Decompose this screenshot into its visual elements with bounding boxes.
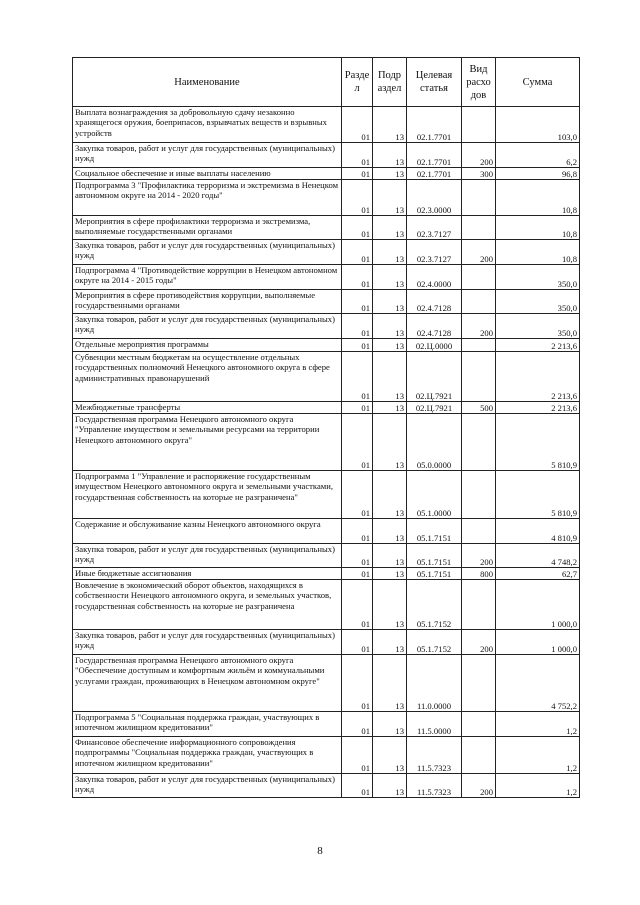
header-name: Наименование [73, 58, 342, 107]
cell-name: Вовлечение в экономический оборот объектов, находящихся в собственности Ненецкого автономного округа, и земельных участков, государственная собственность на которые не разграничена [73, 580, 342, 630]
cell-target: 02.3.7127 [407, 240, 462, 265]
cell-sum: 2 213,6 [496, 352, 580, 402]
cell-section: 01 [342, 352, 373, 402]
table-row [73, 290, 580, 314]
cell-expense-type: 200 [462, 314, 496, 339]
cell-sum: 62,7 [496, 568, 580, 580]
cell-expense-type [462, 655, 496, 712]
cell-sum: 1 000,0 [496, 580, 580, 630]
table-row [73, 168, 580, 180]
header-target: Целевая статья [407, 58, 462, 107]
table-row [73, 314, 580, 339]
cell-subsection: 13 [373, 712, 407, 737]
cell-sum: 350,0 [496, 314, 580, 339]
table-row [73, 143, 580, 168]
table-row [73, 712, 580, 737]
cell-expense-type: 300 [462, 168, 496, 180]
cell-expense-type [462, 519, 496, 544]
cell-target: 05.1.0000 [407, 471, 462, 519]
cell-sum: 4 752,2 [496, 655, 580, 712]
cell-sum: 103,0 [496, 107, 580, 143]
cell-expense-type: 500 [462, 402, 496, 414]
cell-subsection: 13 [373, 544, 407, 568]
cell-target: 11.5.7323 [407, 737, 462, 774]
cell-sum: 4 810,9 [496, 519, 580, 544]
cell-subsection: 13 [373, 290, 407, 314]
table-row [73, 180, 580, 216]
cell-target: 02.Ц.7921 [407, 352, 462, 402]
cell-sum: 2 213,6 [496, 402, 580, 414]
cell-subsection: 13 [373, 240, 407, 265]
cell-name: Субвенции местным бюджетам на осуществление отдельных государственных полномочий Ненецкого автономного округа в сфере административных правонарушений [73, 352, 342, 402]
cell-name: Государственная программа Ненецкого автономного округа "Обеспечение доступным и комфортным жильём и коммунальными услугами граждан, проживающих в Ненецком автономном округе" [73, 655, 342, 712]
cell-expense-type [462, 216, 496, 240]
cell-section: 01 [342, 568, 373, 580]
cell-expense-type [462, 265, 496, 290]
cell-section: 01 [342, 580, 373, 630]
cell-subsection: 13 [373, 519, 407, 544]
cell-sum: 5 810,9 [496, 471, 580, 519]
table-header-row [73, 58, 580, 107]
cell-target: 02.Ц.7921 [407, 402, 462, 414]
cell-expense-type: 200 [462, 240, 496, 265]
cell-name: Финансовое обеспечение информационного сопровождения подпрограммы "Социальная поддержка граждан, участвующих в ипотечном жилищном кредитовании" [73, 737, 342, 774]
table-row [73, 265, 580, 290]
cell-name: Закупка товаров, работ и услуг для государственных (муниципальных) нужд [73, 143, 342, 168]
table-row [73, 774, 580, 798]
table-body [73, 107, 580, 798]
cell-name: Мероприятия в сфере противодействия коррупции, выполняемые государственными органами [73, 290, 342, 314]
cell-subsection: 13 [373, 580, 407, 630]
cell-target: 02.3.7127 [407, 216, 462, 240]
cell-target: 05.1.7151 [407, 568, 462, 580]
cell-sum: 350,0 [496, 265, 580, 290]
cell-name: Мероприятия в сфере профилактики терроризма и экстремизма, выполняемые государственными органами [73, 216, 342, 240]
cell-sum: 1,2 [496, 712, 580, 737]
cell-section: 01 [342, 339, 373, 352]
cell-subsection: 13 [373, 180, 407, 216]
cell-expense-type: 200 [462, 774, 496, 798]
table-row [73, 568, 580, 580]
cell-section: 01 [342, 216, 373, 240]
cell-expense-type [462, 107, 496, 143]
cell-name: Социальное обеспечение и иные выплаты населению [73, 168, 342, 180]
cell-expense-type [462, 180, 496, 216]
cell-name: Выплата вознаграждения за добровольную сдачу незаконно хранящегося оружия, боеприпасов, взрывчатых веществ и взрывных устройств [73, 107, 342, 143]
cell-section: 01 [342, 143, 373, 168]
cell-section: 01 [342, 471, 373, 519]
cell-target: 02.1.7701 [407, 143, 462, 168]
cell-expense-type: 800 [462, 568, 496, 580]
cell-name: Подпрограмма 3 "Профилактика терроризма и экстремизма в Ненецком автономном округе на 2014 - 2020 годы" [73, 180, 342, 216]
cell-target: 05.1.7151 [407, 544, 462, 568]
cell-target: 02.4.0000 [407, 265, 462, 290]
header-expense-type: Вид расхо дов [462, 58, 496, 107]
cell-name: Отдельные мероприятия программы [73, 339, 342, 352]
table-row [73, 630, 580, 655]
cell-name: Закупка товаров, работ и услуг для государственных (муниципальных) нужд [73, 240, 342, 265]
cell-sum: 6,2 [496, 143, 580, 168]
cell-subsection: 13 [373, 737, 407, 774]
cell-sum: 4 748,2 [496, 544, 580, 568]
table-row [73, 519, 580, 544]
cell-expense-type: 200 [462, 630, 496, 655]
cell-subsection: 13 [373, 265, 407, 290]
cell-sum: 1,2 [496, 737, 580, 774]
cell-target: 02.1.7701 [407, 107, 462, 143]
table-row [73, 580, 580, 630]
cell-expense-type [462, 712, 496, 737]
cell-section: 01 [342, 737, 373, 774]
cell-sum: 350,0 [496, 290, 580, 314]
cell-subsection: 13 [373, 630, 407, 655]
cell-subsection: 13 [373, 774, 407, 798]
cell-expense-type [462, 471, 496, 519]
cell-subsection: 13 [373, 168, 407, 180]
cell-section: 01 [342, 630, 373, 655]
cell-target: 02.4.7128 [407, 290, 462, 314]
cell-target: 02.Ц.0000 [407, 339, 462, 352]
cell-expense-type: 200 [462, 544, 496, 568]
cell-sum: 1,2 [496, 774, 580, 798]
table-row [73, 737, 580, 774]
cell-subsection: 13 [373, 314, 407, 339]
cell-subsection: 13 [373, 655, 407, 712]
cell-section: 01 [342, 414, 373, 471]
page-number: 8 [317, 845, 323, 857]
cell-subsection: 13 [373, 216, 407, 240]
table-row [73, 471, 580, 519]
cell-section: 01 [342, 519, 373, 544]
cell-subsection: 13 [373, 339, 407, 352]
header-sum: Сумма [496, 58, 580, 107]
cell-sum: 5 810,9 [496, 414, 580, 471]
cell-sum: 2 213,6 [496, 339, 580, 352]
cell-subsection: 13 [373, 107, 407, 143]
cell-section: 01 [342, 655, 373, 712]
cell-sum: 96,8 [496, 168, 580, 180]
cell-section: 01 [342, 402, 373, 414]
table-row [73, 352, 580, 402]
cell-sum: 10,8 [496, 180, 580, 216]
cell-name: Межбюджетные трансферты [73, 402, 342, 414]
header-section: Разде л [342, 58, 373, 107]
cell-expense-type [462, 352, 496, 402]
cell-target: 11.5.0000 [407, 712, 462, 737]
cell-expense-type [462, 339, 496, 352]
cell-target: 05.1.7151 [407, 519, 462, 544]
cell-target: 11.0.0000 [407, 655, 462, 712]
cell-name: Закупка товаров, работ и услуг для государственных (муниципальных) нужд [73, 630, 342, 655]
cell-sum: 1 000,0 [496, 630, 580, 655]
cell-section: 01 [342, 180, 373, 216]
table-row [73, 544, 580, 568]
cell-sum: 10,8 [496, 216, 580, 240]
cell-subsection: 13 [373, 414, 407, 471]
cell-expense-type [462, 580, 496, 630]
cell-expense-type: 200 [462, 143, 496, 168]
cell-section: 01 [342, 240, 373, 265]
cell-subsection: 13 [373, 402, 407, 414]
table-row [73, 402, 580, 414]
cell-subsection: 13 [373, 143, 407, 168]
cell-section: 01 [342, 265, 373, 290]
cell-name: Закупка товаров, работ и услуг для государственных (муниципальных) нужд [73, 544, 342, 568]
cell-target: 02.3.0000 [407, 180, 462, 216]
table-row [73, 107, 580, 143]
cell-target: 02.1.7701 [407, 168, 462, 180]
table-row [73, 655, 580, 712]
cell-target: 05.1.7152 [407, 580, 462, 630]
cell-section: 01 [342, 314, 373, 339]
cell-section: 01 [342, 107, 373, 143]
cell-section: 01 [342, 774, 373, 798]
table-row [73, 414, 580, 471]
cell-section: 01 [342, 168, 373, 180]
cell-name: Иные бюджетные ассигнования [73, 568, 342, 580]
cell-subsection: 13 [373, 471, 407, 519]
cell-section: 01 [342, 712, 373, 737]
cell-expense-type [462, 290, 496, 314]
cell-name: Государственная программа Ненецкого автономного округа "Управление имуществом и земельными ресурсами на территории Ненецкого автономного округа" [73, 414, 342, 471]
cell-name: Подпрограмма 4 "Противодействие коррупции в Ненецком автономном округе на 2014 - 2015 годы" [73, 265, 342, 290]
cell-name: Содержание и обслуживание казны Ненецкого автономного округа [73, 519, 342, 544]
cell-name: Закупка товаров, работ и услуг для государственных (муниципальных) нужд [73, 774, 342, 798]
cell-name: Подпрограмма 1 "Управление и распоряжение государственным имуществом Ненецкого автономного округа и земельными участками, государственная собственность на которые не разграничена" [73, 471, 342, 519]
cell-subsection: 13 [373, 352, 407, 402]
cell-name: Закупка товаров, работ и услуг для государственных (муниципальных) нужд [73, 314, 342, 339]
cell-target: 11.5.7323 [407, 774, 462, 798]
cell-sum: 10,8 [496, 240, 580, 265]
cell-target: 05.1.7152 [407, 630, 462, 655]
cell-subsection: 13 [373, 568, 407, 580]
cell-target: 05.0.0000 [407, 414, 462, 471]
table-row [73, 240, 580, 265]
cell-target: 02.4.7128 [407, 314, 462, 339]
budget-table [72, 57, 580, 798]
table-row [73, 339, 580, 352]
cell-expense-type [462, 737, 496, 774]
cell-name: Подпрограмма 5 "Социальная поддержка граждан, участвующих в ипотечном жилищном кредитовании" [73, 712, 342, 737]
header-subsection: Подр аздел [373, 58, 407, 107]
cell-section: 01 [342, 544, 373, 568]
table-row [73, 216, 580, 240]
cell-expense-type [462, 414, 496, 471]
cell-section: 01 [342, 290, 373, 314]
